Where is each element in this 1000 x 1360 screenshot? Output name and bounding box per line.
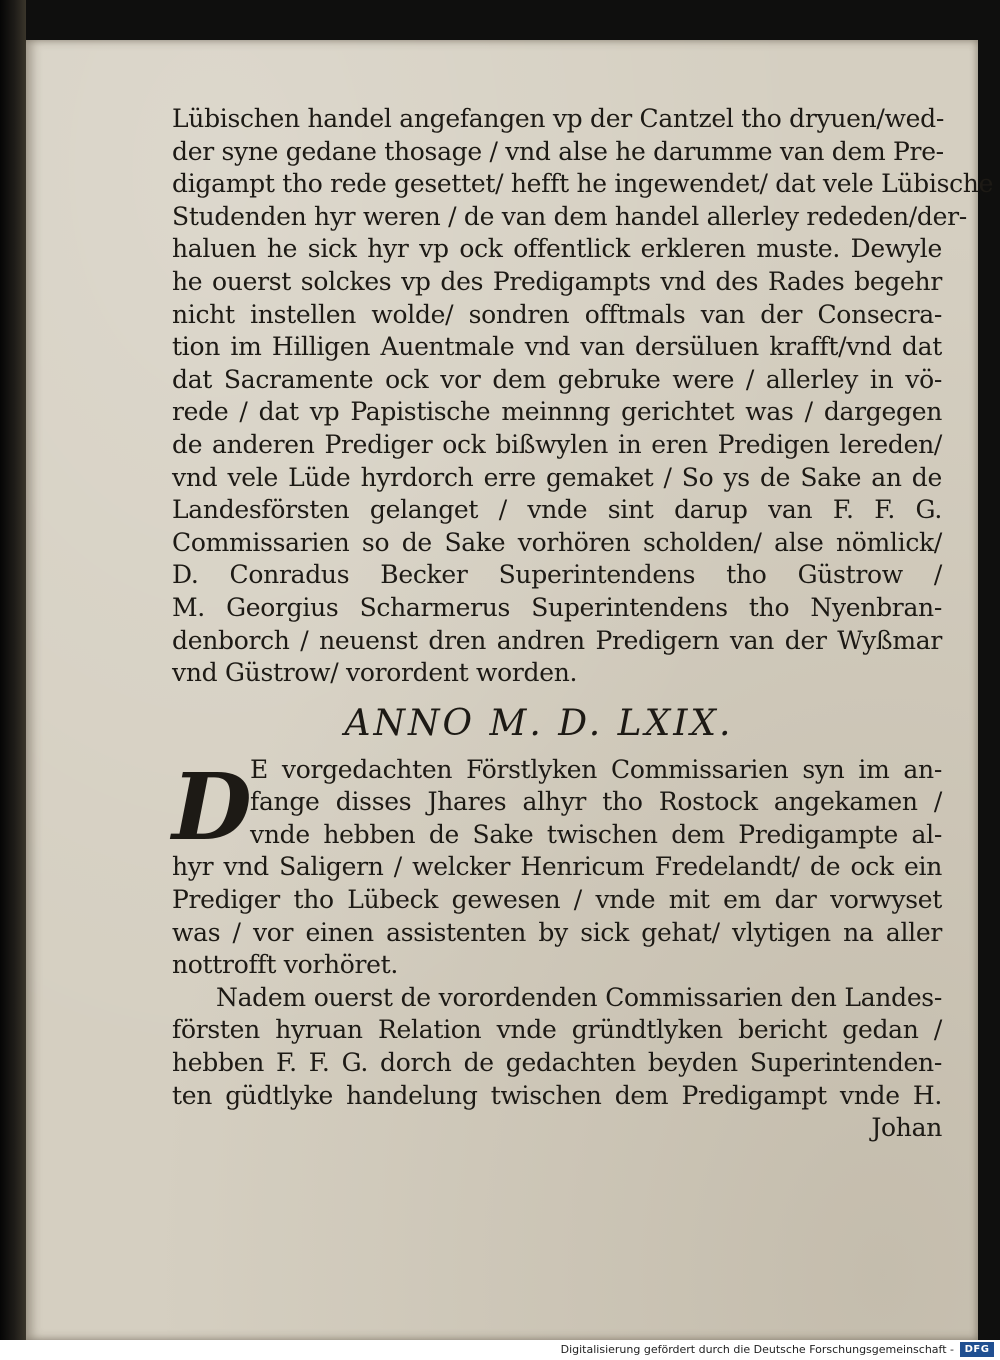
text-line: denborch / neuenst dren andren Predigern van der Wyßmar xyxy=(172,625,942,655)
text-line: D. Conradus Becker Superintendens tho Güstrow / xyxy=(172,560,942,590)
book-binding-edge xyxy=(0,0,26,1340)
footer-bar xyxy=(0,1340,1000,1360)
text-line: de anderen Prediger ock bißwylen in eren Predigen lereden/ xyxy=(172,429,942,459)
text-line: försten hyruan Relation vnde gründtlyken bericht gedan / xyxy=(172,1015,942,1045)
text-line: vnde hebben de Sake twischen dem Predigampte al- xyxy=(250,819,942,849)
text-line: was / vor einen assistenten by sick gehat/ vlytigen na aller xyxy=(172,917,942,947)
text-line: he ouerst solckes vp des Predigampts vnd des Rades begehr xyxy=(172,266,942,296)
footer-credit-text: Digitalisierung gefördert durch die Deutsche Forschungsgemeinschaft - xyxy=(560,1343,954,1356)
text-line: hebben F. F. G. dorch de gedachten beyden Superintenden- xyxy=(172,1048,942,1078)
text-line: dat Sacramente ock vor dem gebruke were / allerley in vö- xyxy=(172,364,942,394)
initial-indented-lines xyxy=(172,754,942,852)
text-line: E vorgedachten Förstlyken Commissarien syn im an- xyxy=(250,754,942,784)
book-page xyxy=(26,40,994,1340)
catchword: Johan xyxy=(871,1113,942,1143)
text-line: hyr vnd Saligern / welcker Henricum Fredelandt/ de ock ein xyxy=(172,852,942,882)
text-line: Lübischen handel angefangen vp der Cantzel tho dryuen/wed- xyxy=(172,104,944,133)
text-line: digampt tho rede gesettet/ hefft he ingewendet/ dat vele Lübische xyxy=(172,169,994,199)
paragraph-second xyxy=(172,982,942,1145)
text-line: Prediger tho Lübeck gewesen / vnde mit em dar vorwyset xyxy=(172,885,942,915)
text-line: tion im Hilligen Auentmale vnd van dersüluen krafft/vnd dat xyxy=(172,332,942,362)
text-line: Nadem ouerst de vorordenden Commissarien den Landes- xyxy=(216,982,942,1012)
paragraph-top xyxy=(172,103,994,690)
decorated-initial: D xyxy=(172,752,252,861)
text-line: vnd vele Lüde hyrdorch erre gemaket / So ys de Sake an de xyxy=(172,462,942,492)
text-line: fange disses Jhares alhyr tho Rostock angekamen / xyxy=(250,787,942,817)
text-line: der syne gedane thosage / vnd alse he darumme van dem Pre- xyxy=(172,136,944,166)
dfg-logo: DFG xyxy=(960,1342,994,1357)
paragraph-with-initial xyxy=(172,754,942,982)
text-line: Studenden hyr weren / de van dem handel allerley rededen/der- xyxy=(172,201,967,231)
text-line: ten güdtlyke handelung twischen dem Predigampt vnde H. xyxy=(172,1080,942,1110)
text-line: M. Georgius Scharmerus Superintendens tho Nyenbran- xyxy=(172,592,942,622)
text-line: Commissarien so de Sake vorhören scholden/ alse nömlick/ xyxy=(172,527,942,557)
text-line: rede / dat vp Papistische meinnng gerichtet was / dargegen xyxy=(172,397,942,427)
text-line: Landesförsten gelanget / vnde sint darup van F. F. G. xyxy=(172,495,942,525)
text-line: nottrofft vorhöret. xyxy=(172,950,399,980)
section-heading: ANNO M. D. LXIX. xyxy=(344,702,734,744)
text-line: haluen he sick hyr vp ock offentlick erkleren muste. Dewyle xyxy=(172,234,942,264)
page-text xyxy=(172,103,994,1145)
text-line: nicht instellen wolde/ sondren offtmals van der Consecra- xyxy=(172,299,942,329)
text-line: vnd Güstrow/ vorordent worden. xyxy=(172,658,578,688)
